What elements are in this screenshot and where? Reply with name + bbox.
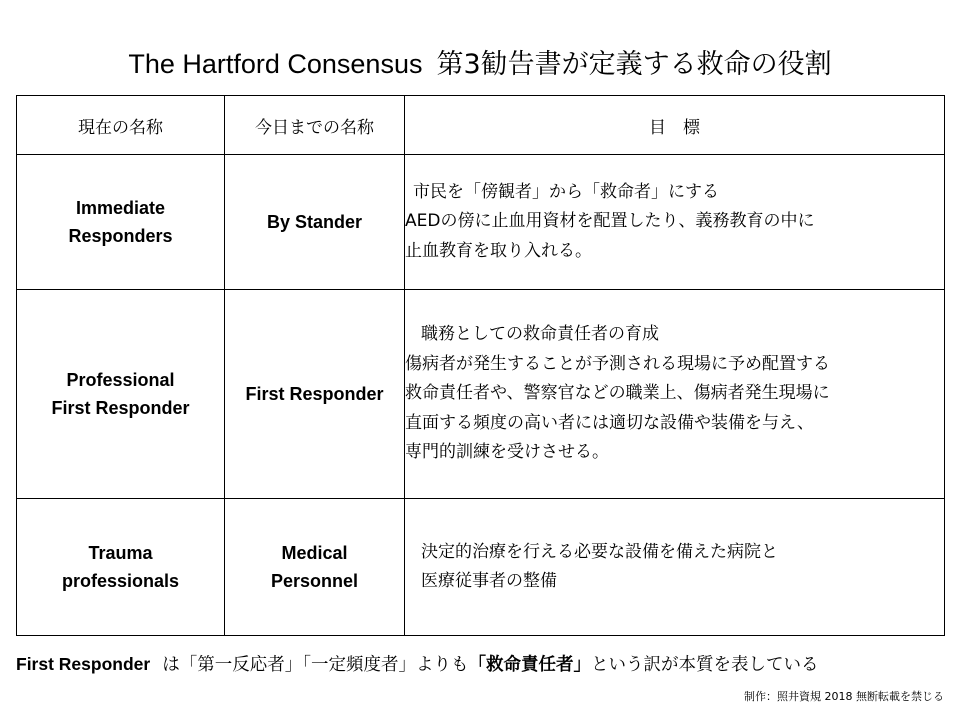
- current-name-cell: [17, 499, 225, 636]
- goal-line: 止血教育を取り入れる。: [405, 240, 592, 261]
- roles-table: [16, 95, 945, 636]
- goal-line: 専門的訓練を受けさせる。: [405, 442, 609, 463]
- footer-term: First Responder: [16, 654, 151, 674]
- cell-line: Medical: [281, 543, 348, 563]
- previous-name-cell: [225, 290, 405, 499]
- goal-line: 市民を「傍観者」から「救命者」にする: [413, 181, 719, 202]
- goal-cell: [405, 499, 945, 636]
- goal-line: 医療従事者の整備: [421, 571, 557, 591]
- goal-cell: [405, 155, 945, 290]
- goal-line: 決定的治療を行える必要な設備を備えた病院と: [421, 541, 778, 562]
- cell-line: First Responder: [245, 384, 384, 404]
- goal-line: 直面する頻度の高い者には適切な設備や装備を与え、: [405, 412, 815, 433]
- title-en: The Hartford Consensus: [128, 49, 423, 79]
- header-row: [17, 96, 945, 155]
- header-goal: [405, 96, 945, 155]
- cell-line: By Stander: [266, 212, 363, 232]
- goal-line: 職務としての救命責任者の育成: [421, 324, 659, 345]
- cell-line: Professional: [66, 370, 175, 390]
- current-name-cell: [17, 155, 225, 290]
- header-goal-label: 目 標: [649, 117, 700, 138]
- table-row: [17, 290, 945, 499]
- goal-line: 傷病者が発生することが予測される現場に予め配置する: [405, 353, 830, 374]
- current-name-cell: [17, 290, 225, 499]
- title-jp: 第3勧告書が定義する救命の役割: [436, 49, 832, 80]
- table-row: [17, 155, 945, 290]
- header-previous-name: 今日までの名称: [225, 96, 405, 155]
- goal-line: AEDの傍に止血用資材を配置したり、義務教育の中に: [405, 211, 815, 232]
- previous-name-cell: [225, 499, 405, 636]
- footer-emphasis: 「救命責任者」: [468, 655, 591, 675]
- cell-line: professionals: [61, 571, 180, 591]
- cell-line: Responders: [68, 226, 173, 246]
- goal-line: 救命責任者や、警察官などの職業上、傷病者発生現場に: [405, 383, 830, 404]
- credit-line: 制作：照井資規 2018 無断転載を禁じる: [744, 690, 944, 703]
- header-current-name: 現在の名称: [17, 96, 225, 155]
- cell-line: Personnel: [270, 571, 359, 591]
- cell-line: First Responder: [51, 398, 190, 418]
- footer-text-2: という訳が本質を表している: [590, 655, 819, 675]
- previous-name-cell: [225, 155, 405, 290]
- footer-text-1: は「第一反応者」「一定頻度者」よりも: [162, 655, 469, 675]
- cell-line: Immediate: [75, 198, 166, 218]
- table-row: [17, 499, 945, 636]
- goal-cell: [405, 290, 945, 499]
- cell-line: Trauma: [88, 543, 153, 563]
- footer-note: [16, 651, 946, 676]
- page-title: [0, 44, 960, 85]
